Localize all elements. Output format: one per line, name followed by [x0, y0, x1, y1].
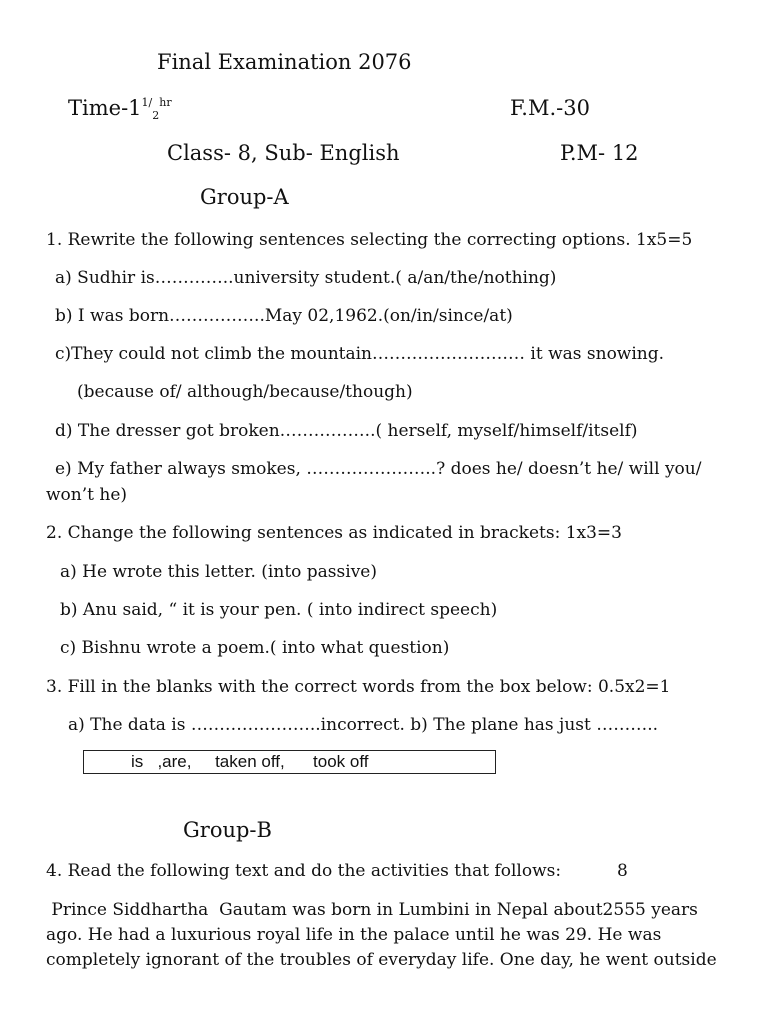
- group-b-heading: Group-B: [183, 818, 272, 842]
- question-1c: c)They could not climb the mountain……………………… it was snowing.: [55, 344, 665, 364]
- time-unit: hr: [159, 96, 172, 109]
- question-1c-options: (because of/ although/because/though): [77, 382, 413, 402]
- passage-line-2: ago. He had a luxurious royal life in the palace until he was 29. He was: [46, 925, 662, 945]
- exam-title: Final Examination 2076: [157, 50, 412, 74]
- group-a-heading: Group-A: [200, 185, 289, 209]
- class-subject: Class- 8, Sub- English: [167, 141, 400, 165]
- question-1e-line1: e) My father always smokes, …………………..? does he/ doesn’t he/ will you/: [55, 459, 702, 479]
- passage-line-1: Prince Siddhartha Gautam was born in Lumbini in Nepal about2555 years: [46, 900, 698, 920]
- question-1e-line2: won’t he): [46, 485, 128, 505]
- question-2: 2. Change the following sentences as indicated in brackets: 1x3=3: [46, 523, 622, 543]
- question-2b: b) Anu said, “ it is your pen. ( into indirect speech): [60, 600, 498, 620]
- question-1b: b) I was born……………..May 02,1962.(on/in/since/at): [55, 306, 513, 326]
- question-1d: d) The dresser got broken……………..( herself, myself/himself/itself): [55, 421, 638, 441]
- question-2c: c) Bishnu wrote a poem.( into what question): [60, 638, 450, 658]
- question-1a: a) Sudhir is…………..university student.( a/an/the/nothing): [55, 268, 557, 288]
- question-1: 1. Rewrite the following sentences selecting the correcting options. 1x5=5: [46, 230, 693, 250]
- word-box: [83, 750, 496, 774]
- word-box-options: is ,are, taken off, took off: [131, 752, 369, 771]
- time-fraction-denominator: 2: [152, 109, 160, 122]
- question-2a: a) He wrote this letter. (into passive): [60, 562, 377, 582]
- question-3-items: a) The data is …………………..incorrect. b) The plane has just ………..: [68, 715, 659, 735]
- full-marks: F.M.-30: [510, 96, 590, 120]
- question-4-marks: 8: [617, 861, 628, 881]
- question-3: 3. Fill in the blanks with the correct words from the box below: 0.5x2=1: [46, 677, 671, 697]
- time-fraction-numerator: 1/: [141, 96, 153, 109]
- time-allowed: [68, 95, 172, 121]
- question-4: 4. Read the following text and do the activities that follows:: [46, 861, 562, 881]
- passage-line-3: completely ignorant of the troubles of everyday life. One day, he went outside: [46, 950, 717, 970]
- time-label: Time-1: [68, 96, 142, 120]
- pass-marks: P.M- 12: [560, 141, 639, 165]
